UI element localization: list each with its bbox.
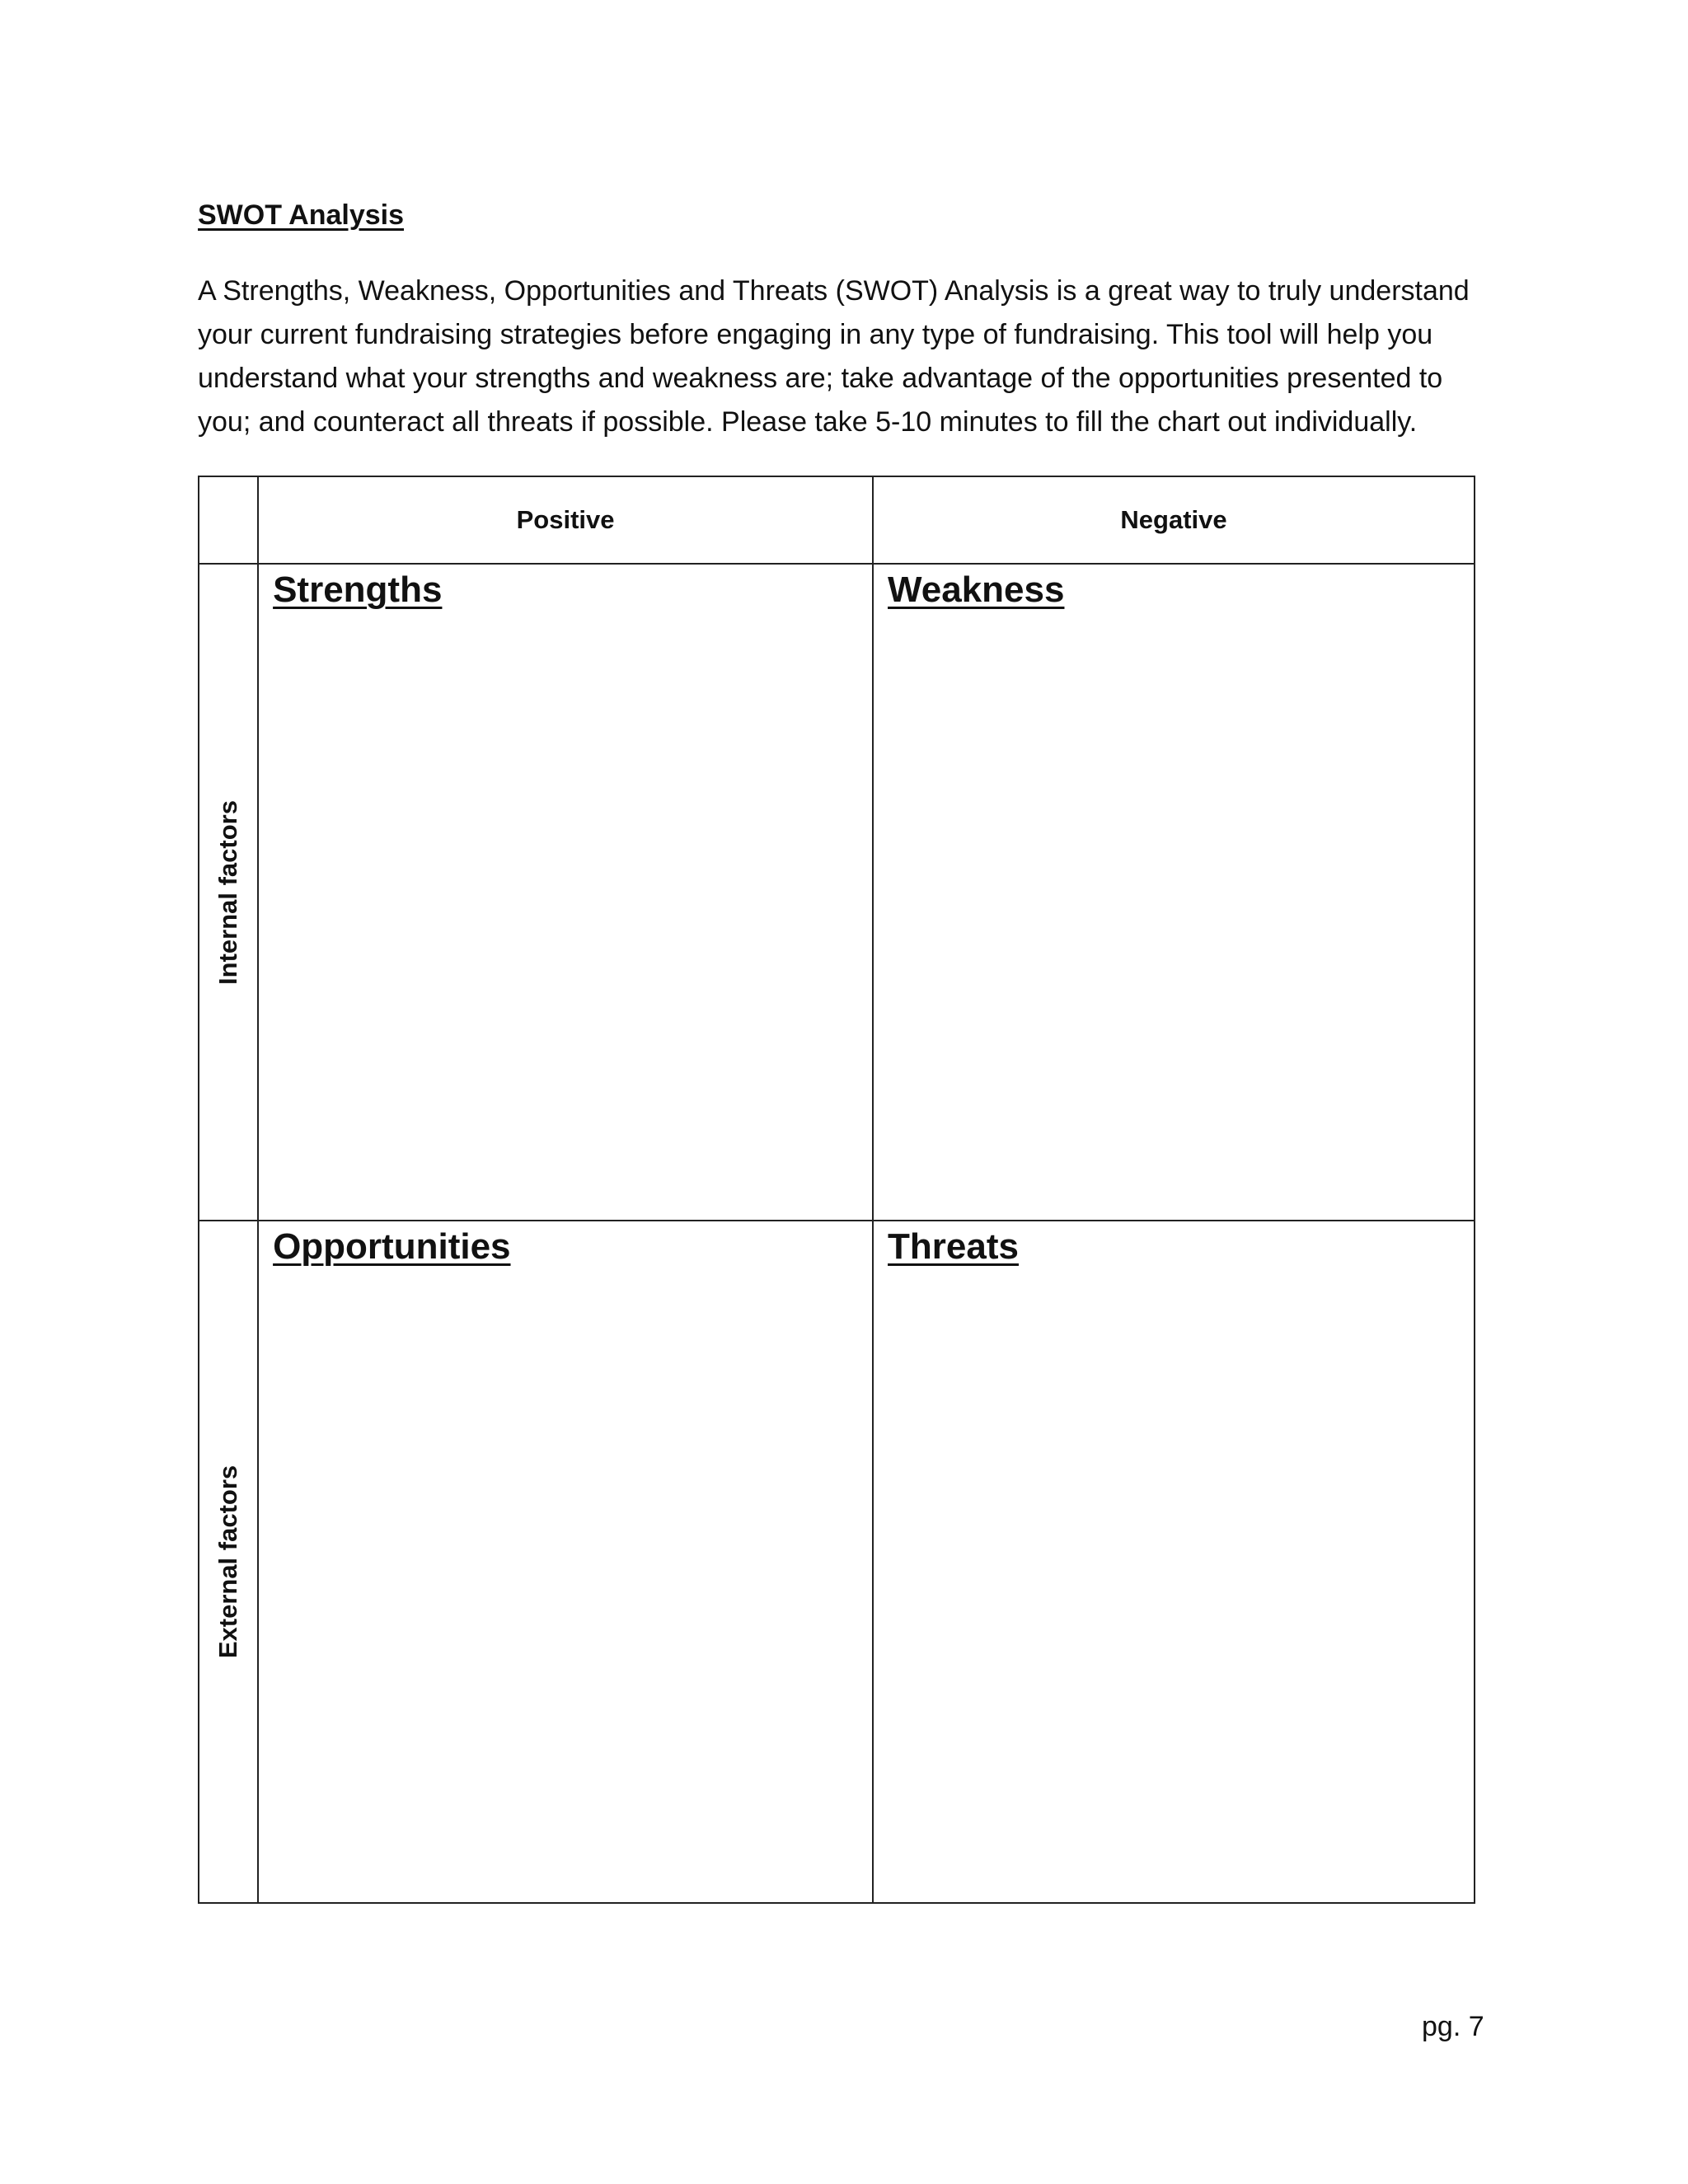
opportunities-heading: Opportunities — [273, 1226, 511, 1268]
swot-table — [198, 476, 1475, 1904]
row-label-cell-internal — [199, 564, 258, 1221]
header-row — [199, 476, 1475, 564]
external-row — [199, 1221, 1475, 1903]
opportunities-cell[interactable] — [258, 1221, 873, 1903]
weakness-heading: Weakness — [888, 569, 1065, 611]
intro-line: you; and counteract all threats if possible. Please take 5-10 minutes to fill the chart out individually. — [198, 406, 1418, 438]
strengths-heading: Strengths — [273, 569, 443, 611]
row-label-external: External factors — [213, 1465, 243, 1659]
intro-line: your current fundraising strategies before engaging in any type of fundraising. This tool will help you — [198, 319, 1433, 350]
row-label-cell-external — [199, 1221, 258, 1903]
threats-cell[interactable] — [873, 1221, 1475, 1903]
column-header-negative: Negative — [873, 476, 1475, 564]
weakness-cell[interactable] — [873, 564, 1475, 1221]
strengths-cell[interactable] — [258, 564, 873, 1221]
intro-paragraph — [198, 269, 1500, 444]
page-title: SWOT Analysis — [198, 199, 405, 231]
intro-line: A Strengths, Weakness, Opportunities and Threats (SWOT) Analysis is a great way to truly understand — [198, 275, 1470, 307]
threats-heading: Threats — [888, 1226, 1019, 1268]
corner-cell — [199, 476, 258, 564]
page-number: pg. 7 — [1422, 2011, 1484, 2042]
column-header-positive: Positive — [258, 476, 873, 564]
row-label-internal: Internal factors — [213, 799, 243, 985]
internal-row — [199, 564, 1475, 1221]
intro-line: understand what your strengths and weakness are; take advantage of the opportunities presented to — [198, 363, 1443, 394]
